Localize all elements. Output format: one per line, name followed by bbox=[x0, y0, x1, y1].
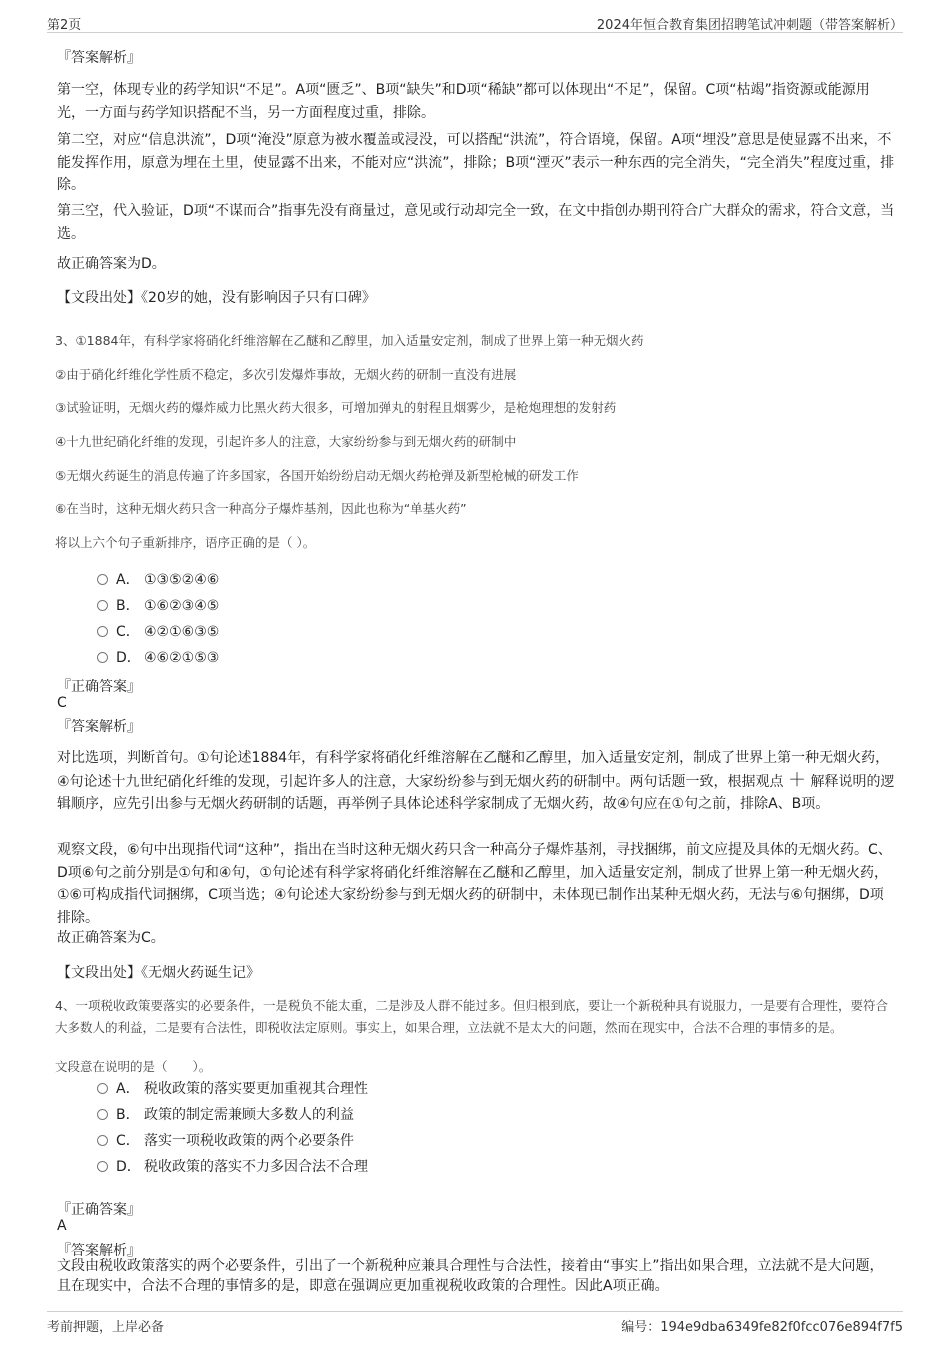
q4-analysis-label: 『答案解析』 bbox=[57, 1243, 141, 1259]
document-title: 2024年恒合教育集团招聘笔试冲刺题（带答案解析） bbox=[596, 18, 903, 33]
q3-option-b[interactable]: B． ①⑥②③④⑤ bbox=[97, 596, 219, 616]
footer-serial: 编号：194e9dba6349fe82f0fcc076e894f7f5 bbox=[621, 1320, 903, 1335]
radio-icon[interactable] bbox=[97, 652, 108, 663]
q2-analysis-p1: 第一空，体现专业的药学知识“不足”。A项“匮乏”、B项“缺失”和D项“稀缺”都可以体现出“不足”，保留。C项“枯竭”指资源或能源用光，一方面与药学知识搭配不当，另一方面程度过重，排除。 bbox=[57, 82, 870, 121]
q3-analysis-p3: 故正确答案为C。 bbox=[57, 930, 165, 946]
plus-symbol: ＋ bbox=[788, 769, 807, 791]
q3-analysis-p2: 观察文段，⑥句中出现指代词“这种”，指出在当时这种无烟火药只含一种高分子爆炸基剂，寻找捆绑，前文应提及具体的无烟火药。C、D项⑥句之前分别是①句和④句，①句论述有科学家将硝化纤维溶解在乙醚和乙醇里，加入适量安定剂，制成了世界上第一种无烟火药，①⑥可构成指代词捆绑，C项当选；④句论述大家纷纷参与到无烟火药的研制中，未体现已制作出某种无烟火药，无法与⑥句捆绑，D项排除。 bbox=[57, 842, 892, 926]
q3-correct-label: 『正确答案』 bbox=[57, 679, 141, 695]
footer-slogan: 考前押题，上岸必备 bbox=[47, 1320, 165, 1335]
q3-sentence-6: ⑥在当时，这种无烟火药只含一种高分子爆炸基剂，因此也称为“单基火药” bbox=[55, 501, 467, 516]
q3-stem: 将以上六个句子重新排序，语序正确的是（ ）。 bbox=[55, 535, 316, 550]
radio-icon[interactable] bbox=[97, 1161, 108, 1172]
q2-analysis-label: 『答案解析』 bbox=[57, 50, 141, 66]
page-number: 第2页 bbox=[47, 18, 82, 33]
q2-analysis-p4: 故正确答案为D。 bbox=[57, 256, 166, 272]
page-footer bbox=[47, 1311, 903, 1334]
q3-analysis-label: 『答案解析』 bbox=[57, 719, 141, 735]
radio-icon[interactable] bbox=[97, 1135, 108, 1146]
q4-option-b[interactable]: B． 政策的制定需兼顾大多数人的利益 bbox=[97, 1105, 354, 1125]
q3-sentence-1: 3、①1884年，有科学家将硝化纤维溶解在乙醚和乙醇里，加入适量安定剂，制成了世界上第一种无烟火药 bbox=[55, 333, 644, 348]
q3-sentence-5: ⑤无烟火药诞生的消息传遍了许多国家，各国开始纷纷启动无烟火药枪弹及新型枪械的研发工作 bbox=[55, 468, 579, 483]
page-header bbox=[47, 12, 903, 33]
q2-analysis-p3: 第三空，代入验证，D项“不谋而合”指事先没有商量过，意见或行动却完全一致，在文中指创办期刊符合广大群众的需求，符合文意，当选。 bbox=[57, 203, 895, 242]
q3-sentence-2: ②由于硝化纤维化学性质不稳定，多次引发爆炸事故，无烟火药的研制一直没有进展 bbox=[55, 367, 517, 382]
q3-correct-answer: C bbox=[57, 695, 67, 711]
q4-passage: 4、一项税收政策要落实的必要条件，一是税负不能太重，二是涉及人群不能过多。但归根到底，要让一个新税种具有说服力，一是要有合理性，要符合大多数人的利益，二是要有合法性，即税收法定原则。事实上，如果合理，立法就不是太大的问题，然而在现实中，合法不合理的事情多的是。 bbox=[55, 998, 888, 1035]
q2-source: 【文段出处】《20岁的她，没有影响因子只有口碑》 bbox=[57, 290, 376, 306]
radio-icon[interactable] bbox=[97, 1083, 108, 1094]
q3-sentence-3: ③试验证明，无烟火药的爆炸威力比黑火药大很多，可增加弹丸的射程且烟雾少，是枪炮理想的发射药 bbox=[55, 400, 617, 415]
q2-analysis-p2: 第二空，对应“信息洪流”，D项“淹没”原意为被水覆盖或浸没，可以搭配“洪流”，符合语境，保留。A项“埋没”意思是使显露不出来，不能发挥作用，原意为埋在土里，使显露不出来，不能对应“洪流”，排除；B项“湮灭”表示一种东西的完全消失，“完全消失”程度过重，排除。 bbox=[57, 132, 895, 193]
q3-sentence-4: ④十九世纪硝化纤维的发现，引起许多人的注意，大家纷纷参与到无烟火药的研制中 bbox=[55, 434, 517, 449]
q4-option-a[interactable]: A． 税收政策的落实要更加重视其合理性 bbox=[97, 1079, 368, 1099]
radio-icon[interactable] bbox=[97, 1109, 108, 1120]
q3-option-c[interactable]: C． ④②①⑥③⑤ bbox=[97, 622, 219, 642]
q4-stem: 文段意在说明的是（ ）。 bbox=[55, 1059, 212, 1074]
q3-option-a[interactable]: A． ①③⑤②④⑥ bbox=[97, 570, 219, 590]
radio-icon[interactable] bbox=[97, 600, 108, 611]
q4-correct-answer: A bbox=[57, 1218, 67, 1234]
q3-analysis-p1: 对比选项，判断首句。①句论述1884年，有科学家将硝化纤维溶解在乙醚和乙醇里，加入适量安定剂，制成了世界上第一种无烟火药，④句论述十九世纪硝化纤维的发现，引起许多人的注意，大家纷纷参与到无烟火药的研制中。两句话题一致，根据观点 ＋ 解释说明的逻辑顺序，应先引出参与无烟火药研制的话题，再举例子具体论述科学家制成了无烟火药，故④句应在①句之前，排除A、B项。 bbox=[57, 750, 895, 812]
q4-analysis: 文段由税收政策落实的两个必要条件，引出了一个新税种应兼具合理性与合法性，接着由“事实上”指出如果合理，立法就不是大问题，且在现实中，合法不合理的事情多的是，即意在强调应更加重视税收政策的合理性。因此A项正确。 bbox=[57, 1258, 884, 1294]
q3-source: 【文段出处】《无烟火药诞生记》 bbox=[57, 965, 260, 981]
q4-correct-label: 『正确答案』 bbox=[57, 1202, 141, 1218]
radio-icon[interactable] bbox=[97, 574, 108, 585]
radio-icon[interactable] bbox=[97, 626, 108, 637]
q4-option-c[interactable]: C． 落实一项税收政策的两个必要条件 bbox=[97, 1131, 354, 1151]
q4-option-d[interactable]: D． 税收政策的落实不力多因合法不合理 bbox=[97, 1157, 368, 1177]
q3-option-d[interactable]: D． ④⑥②①⑤③ bbox=[97, 648, 219, 668]
